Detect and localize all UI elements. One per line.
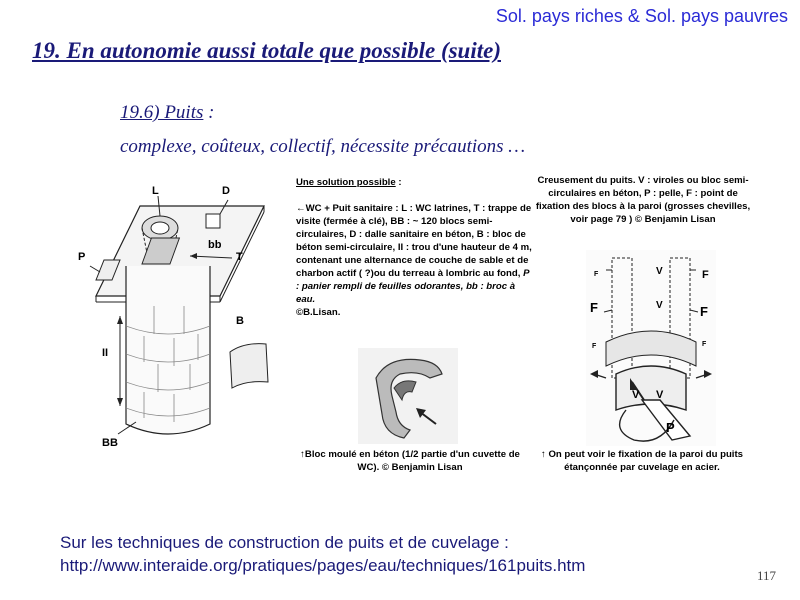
label-P: P [78,251,86,263]
label-B: B [236,315,244,327]
solution-heading: Une solution possible [296,177,396,188]
digging-diagram [586,250,716,446]
cuvelage-caption: ↑ On peut voir le fixation de la paroi du puits étançonnée par cuvelage en acier. [540,449,744,473]
label-pelle: P [666,420,675,435]
header-section-tag [496,6,788,27]
solution-credit: ©B.Lisan. [296,307,341,318]
solution-text [296,176,532,319]
broc-shape [206,214,220,228]
well-diagram [74,176,288,454]
label-V-1: V [656,266,663,277]
label-T: T [236,251,243,263]
label-L: L [152,185,159,197]
label-F-4: F [700,304,708,319]
moulded-bloc-photo [358,348,458,444]
label-bb: bb [208,239,222,251]
slide-title: 19. En autonomie aussi totale que possible (suite) [32,38,501,63]
header-poor-label: Sol. pays pauvres [644,6,788,26]
label-F-1: F [594,271,599,278]
bloc-caption: ↑Bloc moulé en béton (1/2 partie d'un cuvette de WC). © Benjamin Lisan [300,449,520,473]
label-F-5: F [592,343,597,350]
label-V-3: V [632,389,640,401]
solution-body: ←WC + Puit sanitaire : L : WC latrines, T : trappe de visite (fermée à clé), BB : ~ 120 blocs semi-circulaires, D : dalle sanitaire en béton, B : bloc de béton semi-circulaire, II : trou d'une hauteur de 4 m, contenant une alternance de couche de sable et de charbon actif ( ?)ou du terreau à lombric au fond, [296,203,532,279]
sub-heading-suffix: : [203,102,215,123]
footer-link[interactable]: http://www.interaide.org/pratiques/pages/eau/techniques/161puits.htm [60,556,586,575]
solution-italic: P : panier rempli de feuilles odorantes, bb : broc à eau. [296,268,530,305]
page-number: 117 [756,568,776,583]
sub-heading-line2: complexe, coûteux, collectif, nécessite précautions … [120,136,526,157]
bloc-b-shape [230,344,268,388]
label-V-2: V [656,300,663,311]
label-F-3: F [590,300,598,315]
label-V-4: V [656,389,664,401]
solution-heading-suffix: : [395,177,402,188]
label-F-6: F [702,341,707,348]
label-D: D [222,185,230,197]
label-F-2: F [702,269,709,281]
sub-heading-line1 [120,96,525,130]
sub-heading-number: 19.6) Puits [120,102,204,123]
label-II: II [102,347,109,359]
header-rich-label: Sol. pays riches & [495,6,640,26]
well-cylinder [126,266,210,434]
digging-caption: Creusement du puits. V : viroles ou bloc semi-circulaires en béton, P : pelle, F : point de fixation des blocs à la paroi (grosses chevilles, voir page 79 ) © Benjamin Lisan [535,175,751,225]
label-BB: BB [102,437,118,449]
footer-text: Sur les techniques de construction de puits et de cuvelage : [60,533,509,552]
sub-heading [120,96,525,164]
